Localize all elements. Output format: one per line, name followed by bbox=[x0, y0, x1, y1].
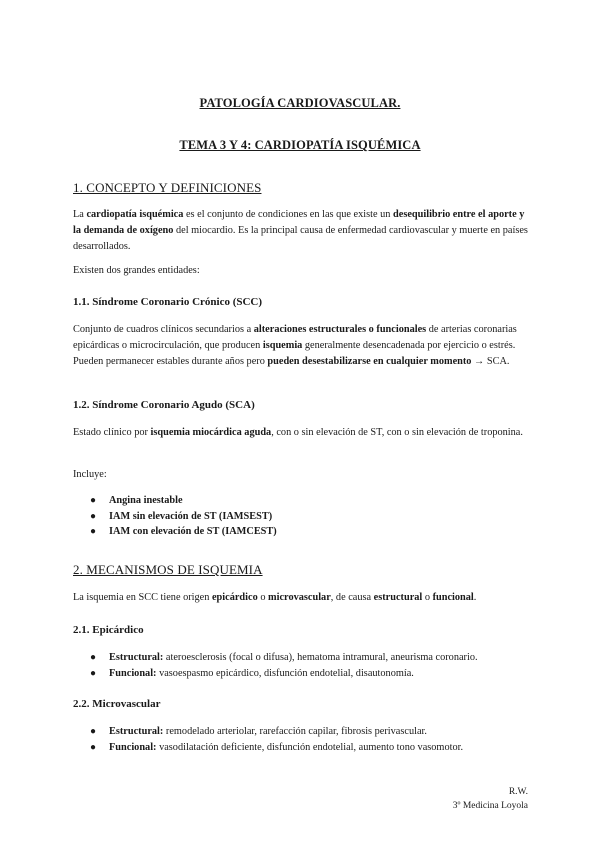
course-label: 3º Medicina Loyola bbox=[452, 801, 528, 811]
bullet-icon: ● bbox=[90, 495, 97, 506]
section-2-heading: 2. MECANISMOS DE ISQUEMIA bbox=[73, 562, 263, 577]
document-title: PATOLOGÍA CARDIOVASCULAR. bbox=[199, 96, 401, 110]
list-item: ● Funcional: vasoespasmo epicárdico, disfunción endotelial, disautonomía. bbox=[73, 666, 529, 682]
entities-intro: Existen dos grandes entidades: bbox=[73, 265, 200, 276]
subsection-2-2-heading: 2.2. Microvascular bbox=[73, 698, 161, 710]
subsection-1-2-paragraph: Estado clínico por isquemia miocárdica aguda, con o sin elevación de ST, con o sin elevación de troponina. bbox=[73, 427, 523, 438]
bullet-icon: ● bbox=[90, 652, 97, 663]
list-item: ● IAM sin elevación de ST (IAMSEST) bbox=[73, 509, 529, 525]
subsection-2-1-heading: 2.1. Epicárdico bbox=[73, 624, 144, 636]
bullet-icon: ● bbox=[90, 667, 97, 679]
epicardic-list bbox=[73, 650, 529, 681]
list-item: ● Estructural: remodelado arteriolar, rarefacción capilar, fibrosis perivascular. bbox=[73, 724, 529, 740]
bullet-icon: ● bbox=[90, 510, 97, 522]
bullet-icon: ● bbox=[90, 526, 97, 537]
list-item: ● IAM con elevación de ST (IAMCEST) bbox=[73, 524, 529, 540]
topic-title: TEMA 3 Y 4: CARDIOPATÍA ISQUÉMICA bbox=[179, 138, 421, 152]
section-1-heading: 1. CONCEPTO Y DEFINICIONES bbox=[73, 180, 262, 195]
subsection-1-1-heading: 1.1. Síndrome Coronario Crónico (SCC) bbox=[73, 296, 263, 308]
section-2-paragraph: La isquemia en SCC tiene origen epicárdico o microvascular, de causa estructural o funcional. bbox=[73, 592, 477, 603]
list-item: ● Angina inestable bbox=[73, 493, 529, 509]
list-item: ● Funcional: vasodilatación deficiente, disfunción endotelial, aumento tono vasomotor. bbox=[73, 740, 529, 756]
subsection-1-2-heading: 1.2. Síndrome Coronario Agudo (SCA) bbox=[73, 399, 255, 411]
section-1-paragraph: La cardiopatía isquémica es el conjunto de condiciones en las que existe un desequilibrio entre el aporte y la demanda de oxígeno del miocardio. Es la principal causa de enfermedad cardiovascular y muerte en países desarrollados. bbox=[73, 209, 528, 252]
bullet-icon: ● bbox=[90, 741, 97, 753]
list-item: ● Estructural: ateroesclerosis (focal o difusa), hematoma intramural, aneurisma coronario. bbox=[73, 650, 529, 666]
subsection-1-1-paragraph: Conjunto de cuadros clínicos secundarios a alteraciones estructurales o funcionales de arterias coronarias epicárdicas o microcirculación, que producen isquemia generalmente desencadenada por ejercicio o estrés. Pueden permanecer estables durante años pero pueden desestabilizarse en cualquier momento → SCA. bbox=[73, 324, 517, 367]
microvascular-list bbox=[73, 724, 529, 755]
bullet-icon: ● bbox=[90, 726, 97, 737]
author-initials: R.W. bbox=[508, 787, 528, 797]
sca-list bbox=[73, 493, 529, 540]
page-footer bbox=[453, 785, 528, 813]
includes-label: Incluye: bbox=[73, 469, 107, 480]
